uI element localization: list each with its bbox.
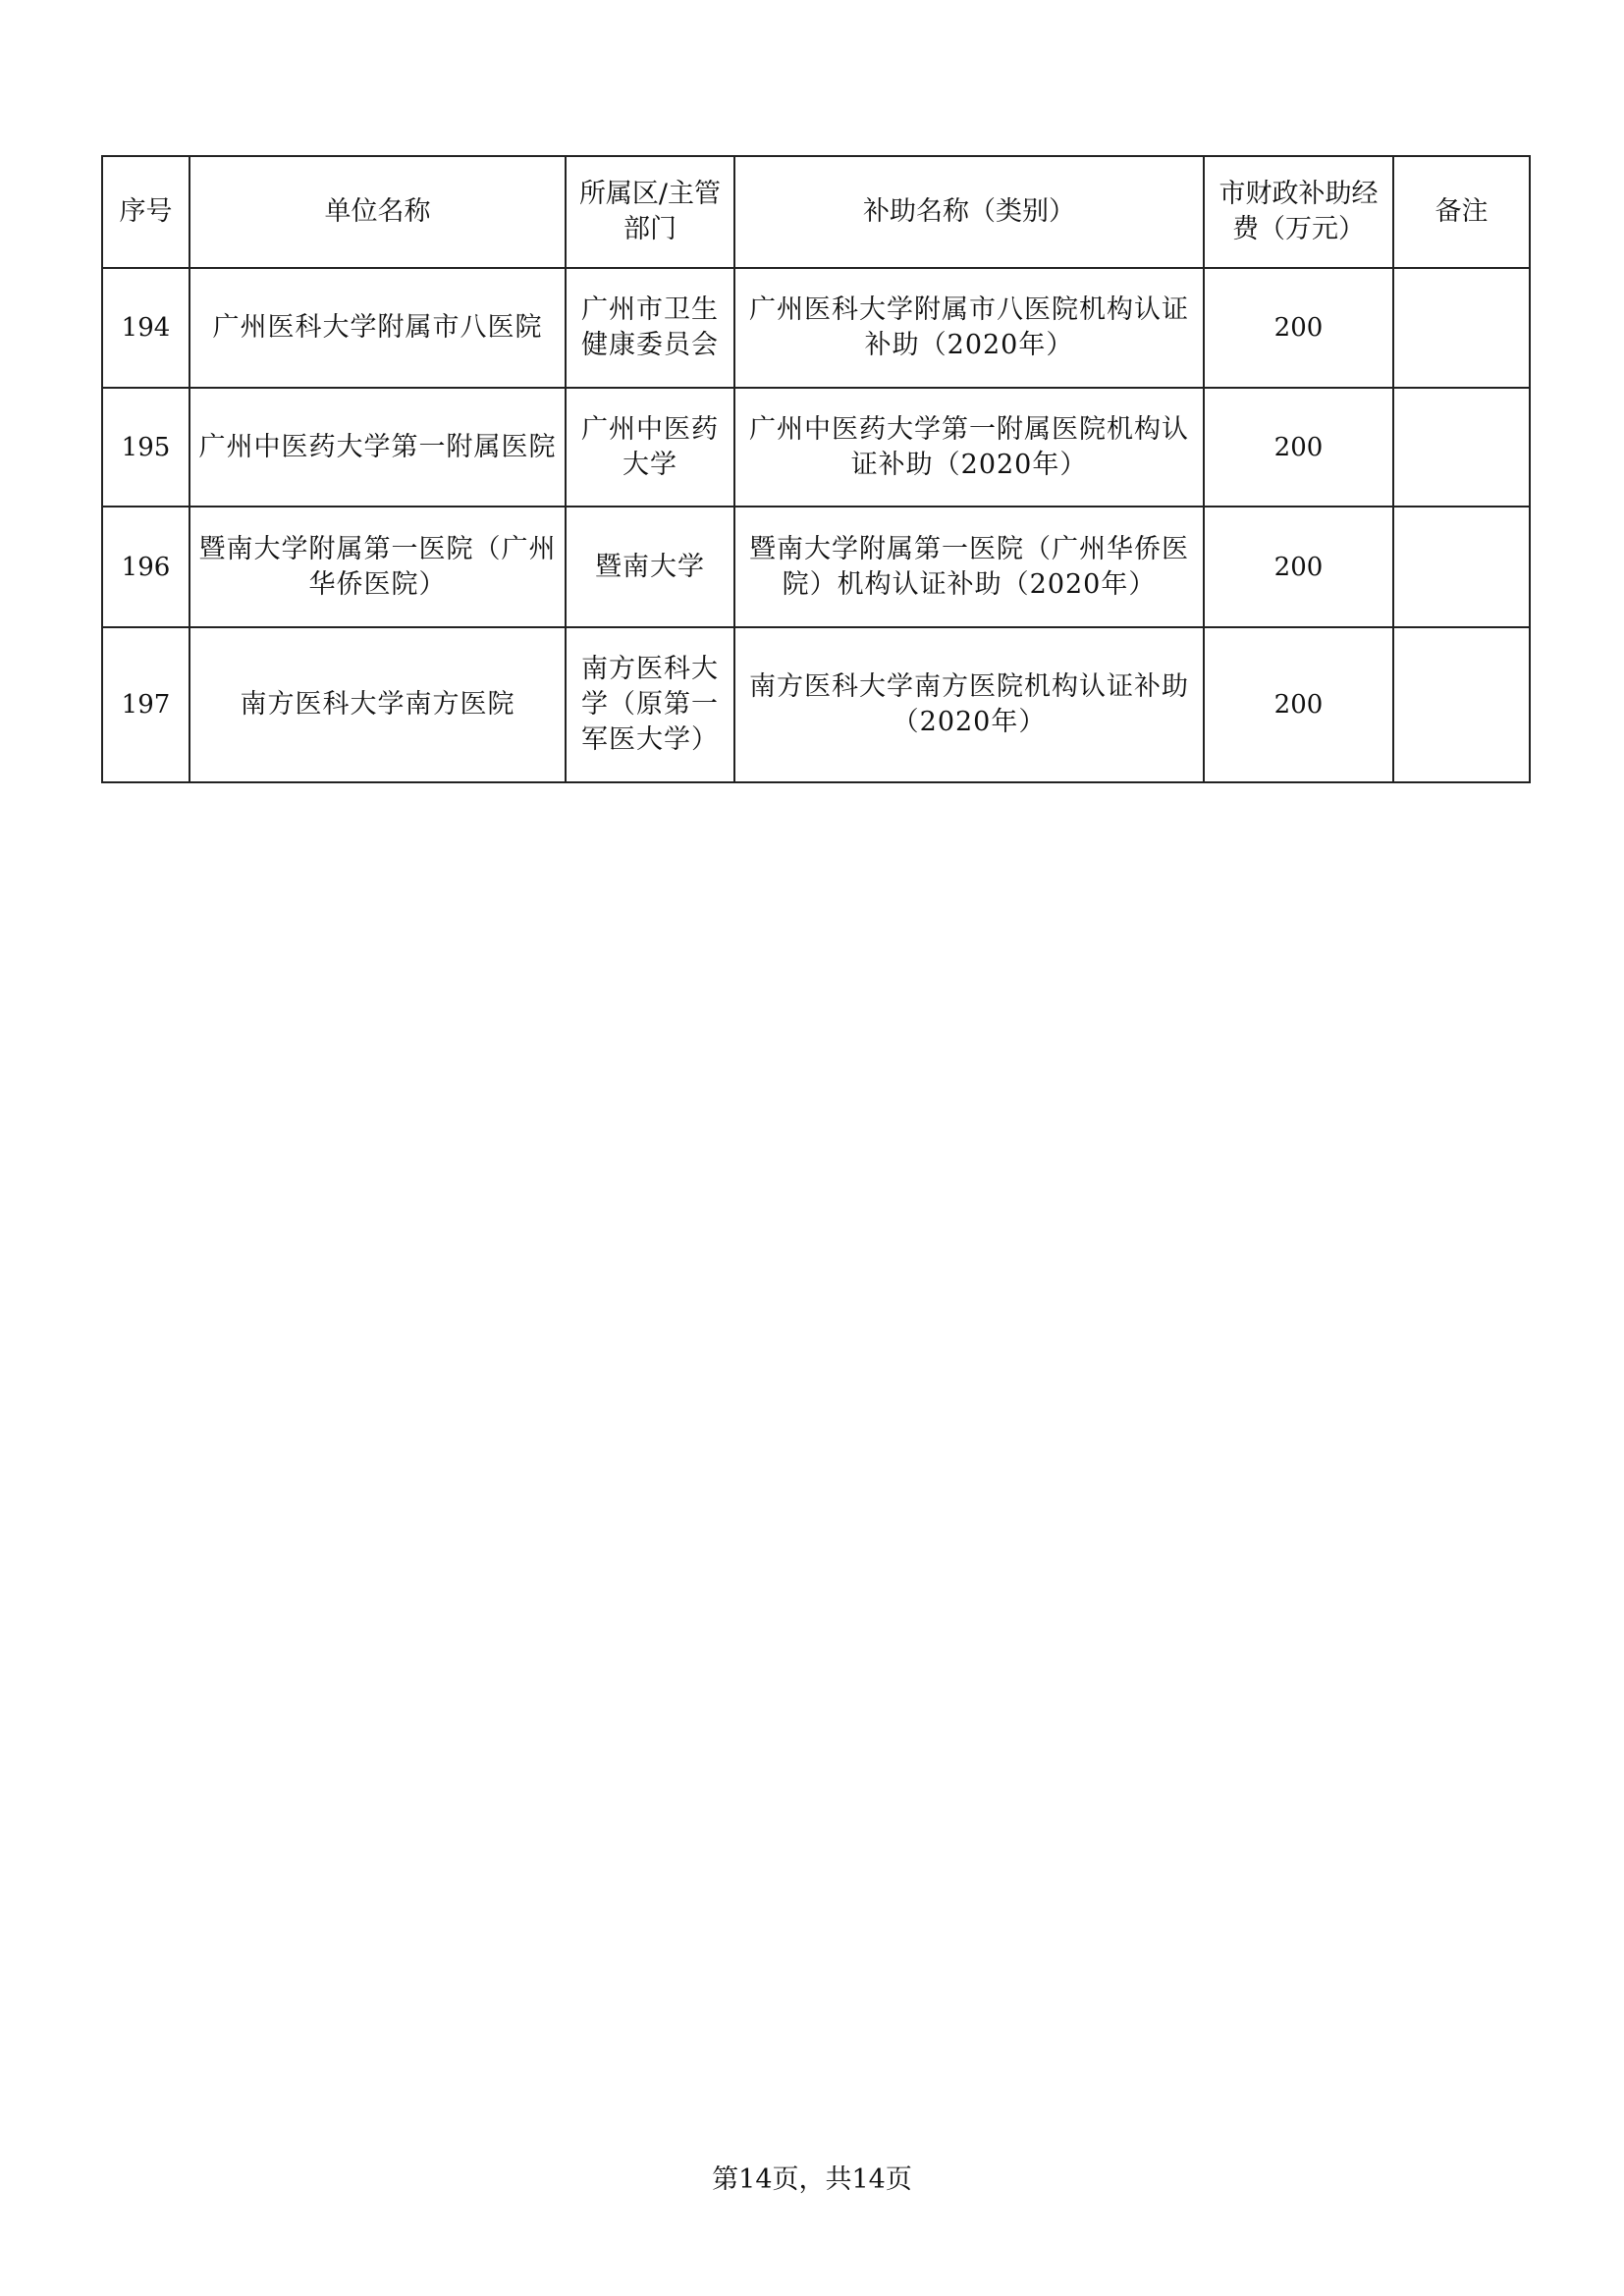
cell-subsidy: 广州医科大学附属市八医院机构认证补助（2020年） (734, 268, 1204, 388)
header-seq: 序号 (102, 156, 189, 268)
cell-seq: 197 (102, 627, 189, 782)
cell-dept: 南方医科大学（原第一军医大学） (566, 627, 734, 782)
subsidy-table (101, 155, 1531, 783)
page-footer: 第14页，共14页 (712, 2164, 912, 2195)
cell-seq: 194 (102, 268, 189, 388)
cell-seq: 196 (102, 507, 189, 627)
table-row (102, 268, 1530, 388)
cell-subsidy: 广州中医药大学第一附属医院机构认证补助（2020年） (734, 388, 1204, 507)
cell-note (1393, 388, 1530, 507)
cell-note (1393, 627, 1530, 782)
cell-dept: 广州市卫生健康委员会 (566, 268, 734, 388)
cell-fund: 200 (1204, 507, 1393, 627)
cell-fund: 200 (1204, 268, 1393, 388)
cell-fund: 200 (1204, 388, 1393, 507)
cell-subsidy: 暨南大学附属第一医院（广州华侨医院）机构认证补助（2020年） (734, 507, 1204, 627)
header-dept: 所属区/主管部门 (566, 156, 734, 268)
table-header-row (102, 156, 1530, 268)
header-subsidy: 补助名称（类别） (734, 156, 1204, 268)
cell-seq: 195 (102, 388, 189, 507)
cell-unit: 广州中医药大学第一附属医院 (189, 388, 566, 507)
cell-unit: 广州医科大学附属市八医院 (189, 268, 566, 388)
table-row (102, 388, 1530, 507)
cell-dept: 广州中医药大学 (566, 388, 734, 507)
cell-fund: 200 (1204, 627, 1393, 782)
cell-subsidy: 南方医科大学南方医院机构认证补助（2020年） (734, 627, 1204, 782)
header-note: 备注 (1393, 156, 1530, 268)
cell-note (1393, 268, 1530, 388)
cell-note (1393, 507, 1530, 627)
table-row (102, 507, 1530, 627)
header-unit: 单位名称 (189, 156, 566, 268)
cell-unit: 暨南大学附属第一医院（广州华侨医院） (189, 507, 566, 627)
cell-dept: 暨南大学 (566, 507, 734, 627)
table-row (102, 627, 1530, 782)
cell-unit: 南方医科大学南方医院 (189, 627, 566, 782)
header-fund: 市财政补助经费（万元） (1204, 156, 1393, 268)
